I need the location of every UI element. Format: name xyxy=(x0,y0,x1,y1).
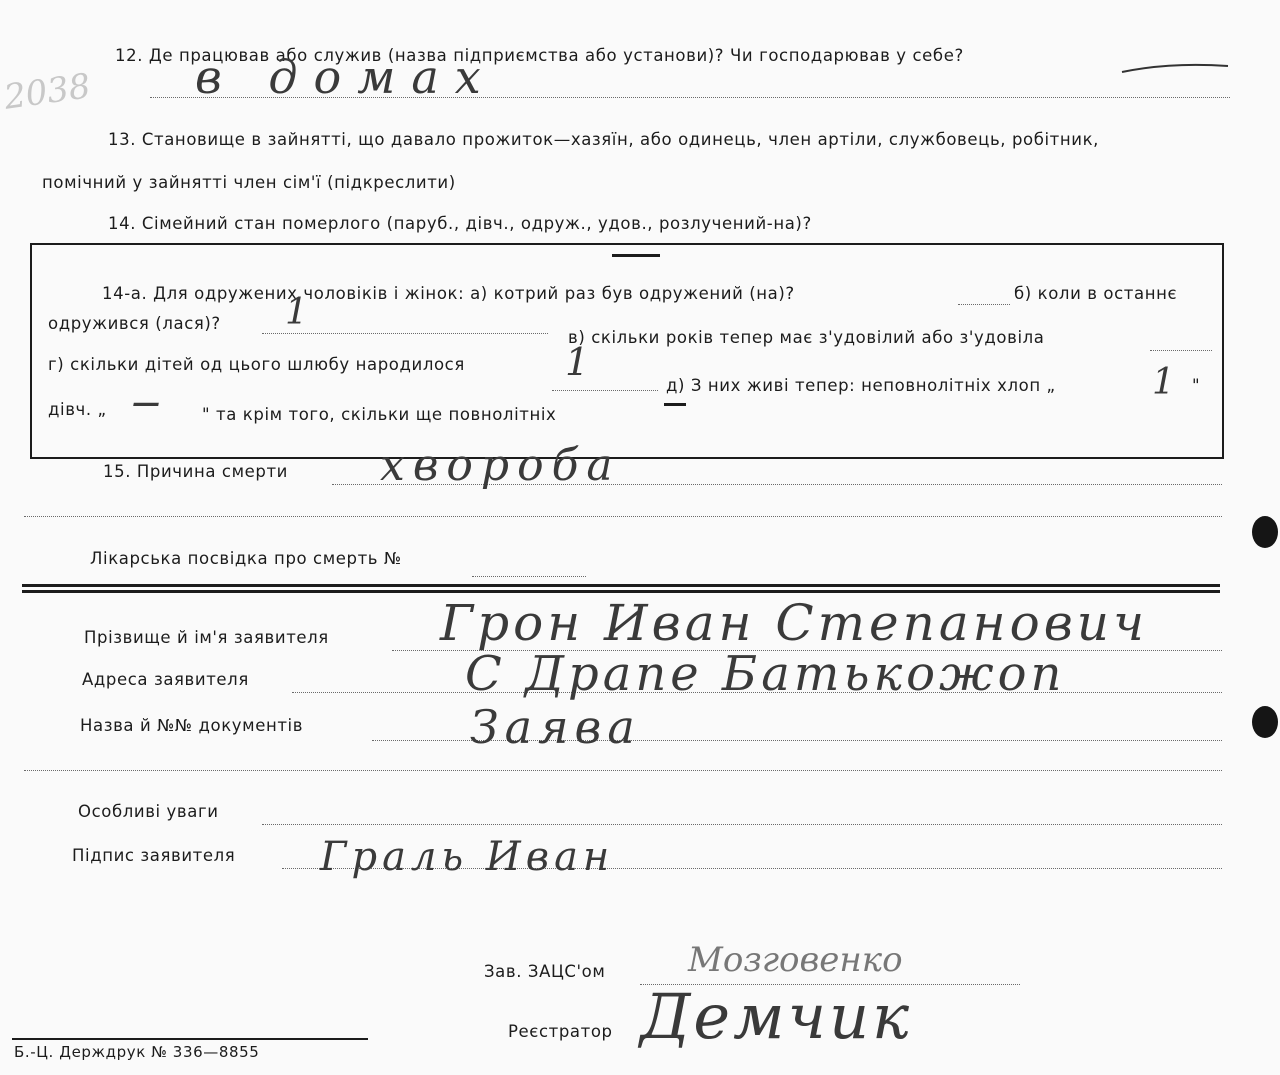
notes-line xyxy=(262,824,1222,825)
applicant-name-answer: Грон Иван Степанович xyxy=(440,594,1149,652)
q14a-times-married-line xyxy=(958,304,1010,305)
q15-answer-line2 xyxy=(24,516,1222,517)
q14a-line4-a: дівч. „ xyxy=(48,400,107,419)
q14a-children-line xyxy=(552,390,658,391)
q14a-line2-a: одружився (лася)? xyxy=(48,314,221,333)
q14a-underline-d xyxy=(664,403,686,406)
q14a-answer-boys: 1 xyxy=(1152,362,1175,403)
q13-label-line1: 13. Становище в зайнятті, що давало прожиток—хазяїн, або одинець, член артіли, службовець, робітник, xyxy=(108,130,1100,149)
q14a-answer-girls: — xyxy=(132,386,160,419)
q14a-box xyxy=(30,243,1224,459)
q12-label: 12. Де працював або служив (назва підприємства або установи)? Чи господарював у себе? xyxy=(115,46,964,65)
q14a-line2-b: в) скільки років тепер має з'удовілий або з'удовіла xyxy=(568,328,1045,347)
binding-hole-bottom xyxy=(1252,706,1278,738)
q14a-answer-children: 1 xyxy=(565,340,590,384)
q12-answer: в домах xyxy=(195,50,497,104)
q15-answer: хвороба xyxy=(380,440,621,491)
applicant-signature-label: Підпис заявителя xyxy=(72,846,236,865)
q14a-widowed-line xyxy=(1150,350,1212,351)
notes-label: Особливі уваги xyxy=(78,802,219,821)
medical-number-line xyxy=(472,576,586,577)
head-label: Зав. ЗАЦС'ом xyxy=(484,962,606,981)
q14a-line1: 14-а. Для одружених чоловіків і жінок: а) котрий раз був одружений (на)? xyxy=(102,284,795,303)
applicant-documents-label: Назва й №№ документів xyxy=(80,716,304,735)
head-signature: Мозговенко xyxy=(688,940,903,980)
applicant-documents-line2 xyxy=(24,770,1222,771)
applicant-signature: Граль Иван xyxy=(320,834,615,880)
medical-label: Лікарська посвідка про смерть № xyxy=(90,549,402,568)
applicant-name-label: Прізвище й ім'я заявителя xyxy=(84,628,329,647)
q12-flourish xyxy=(1120,60,1230,80)
binding-hole-top xyxy=(1252,516,1278,548)
applicant-documents-answer: Заява xyxy=(470,700,641,754)
registrar-label: Реєстратор xyxy=(508,1022,613,1041)
q14a-line3-b: д) З них живі тепер: неповнолітніх хлоп „ xyxy=(666,376,1056,395)
q14a-married-line xyxy=(262,333,548,334)
applicant-address-label: Адреса заявителя xyxy=(82,670,249,689)
printer-imprint: Б.-Ц. Держдрук № 336—8855 xyxy=(14,1043,260,1061)
separator-rule-top xyxy=(22,584,1220,587)
q14-label: 14. Сімейний стан померлого (паруб., дівч., одруж., удов., розлучений-на)? xyxy=(108,214,812,233)
q13-label-line2: помічний у зайнятті член сім'ї (підкреслити) xyxy=(42,173,456,192)
q15-label: 15. Причина смерти xyxy=(103,462,288,481)
q14a-line4-b: " та крім того, скільки ще повнолітніх xyxy=(202,405,557,424)
printer-rule xyxy=(12,1038,368,1040)
margin-stamp-number: 2038 xyxy=(1,66,93,118)
q14a-answer-married: 1 xyxy=(285,292,308,333)
q14a-line3-c: " xyxy=(1192,376,1201,395)
q14a-line3-a: г) скільки дітей од цього шлюбу народилося xyxy=(48,355,465,374)
applicant-address-answer: С Драпе Батькожоп xyxy=(465,646,1066,702)
q14a-line1-b: б) коли в останнє xyxy=(1014,284,1178,303)
separator-rule-bottom xyxy=(22,590,1220,593)
registrar-signature: Демчик xyxy=(640,980,913,1053)
